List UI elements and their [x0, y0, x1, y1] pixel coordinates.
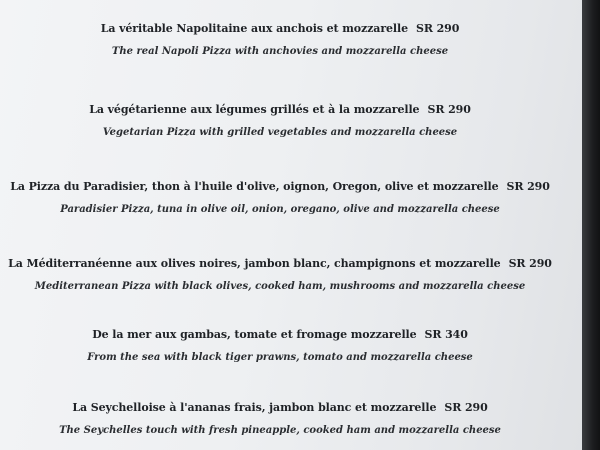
item-price: SR 290 [444, 401, 488, 414]
item-english-description: Paradisier Pizza, tuna in olive oil, onion, oregano, olive and mozzarella cheese [60, 204, 500, 215]
item-french-name [0, 328, 560, 341]
item-english-description: From the sea with black tiger prawns, tomato and mozzarella cheese [87, 352, 473, 363]
item-french-text: La Méditerranéenne aux olives noires, jambon blanc, champignons et mozzarelle [8, 257, 501, 270]
item-french-text: La Seychelloise à l'ananas frais, jambon blanc et mozzarelle [72, 401, 437, 414]
item-french-name [0, 22, 560, 35]
item-english-description: Vegetarian Pizza with grilled vegetables and mozzarella cheese [102, 127, 458, 138]
item-price: SR 290 [427, 103, 471, 116]
menu-item-mediterraneenne [0, 257, 560, 292]
menu-item-seychelloise [0, 401, 560, 436]
item-price: SR 290 [416, 22, 460, 35]
item-french-text: La végétarienne aux légumes grillés et à la mozzarelle [89, 103, 420, 116]
background-edge [582, 0, 600, 450]
item-price: SR 290 [508, 257, 552, 270]
item-english-description: The real Napoli Pizza with anchovies and mozzarella cheese [111, 46, 449, 57]
menu-item-paradisier [0, 180, 560, 215]
item-french-text: La véritable Napolitaine aux anchois et mozzarelle [100, 22, 408, 35]
menu-item-de-la-mer [0, 328, 560, 363]
item-french-name [0, 103, 560, 116]
menu-item-vegetarienne [0, 103, 560, 138]
item-price: SR 340 [424, 328, 468, 341]
item-french-name [0, 257, 560, 270]
item-french-name [0, 180, 560, 193]
item-english-description: Mediterranean Pizza with black olives, cooked ham, mushrooms and mozzarella cheese [34, 281, 526, 292]
item-english-description: The Seychelles touch with fresh pineapple, cooked ham and mozzarella cheese [59, 425, 501, 436]
item-french-text: La Pizza du Paradisier, thon à l'huile d'olive, oignon, Oregon, olive et mozzarelle [10, 180, 499, 193]
menu-item-napolitaine [0, 22, 560, 57]
item-french-text: De la mer aux gambas, tomate et fromage mozzarelle [92, 328, 417, 341]
item-french-name [0, 401, 560, 414]
item-price: SR 290 [506, 180, 550, 193]
